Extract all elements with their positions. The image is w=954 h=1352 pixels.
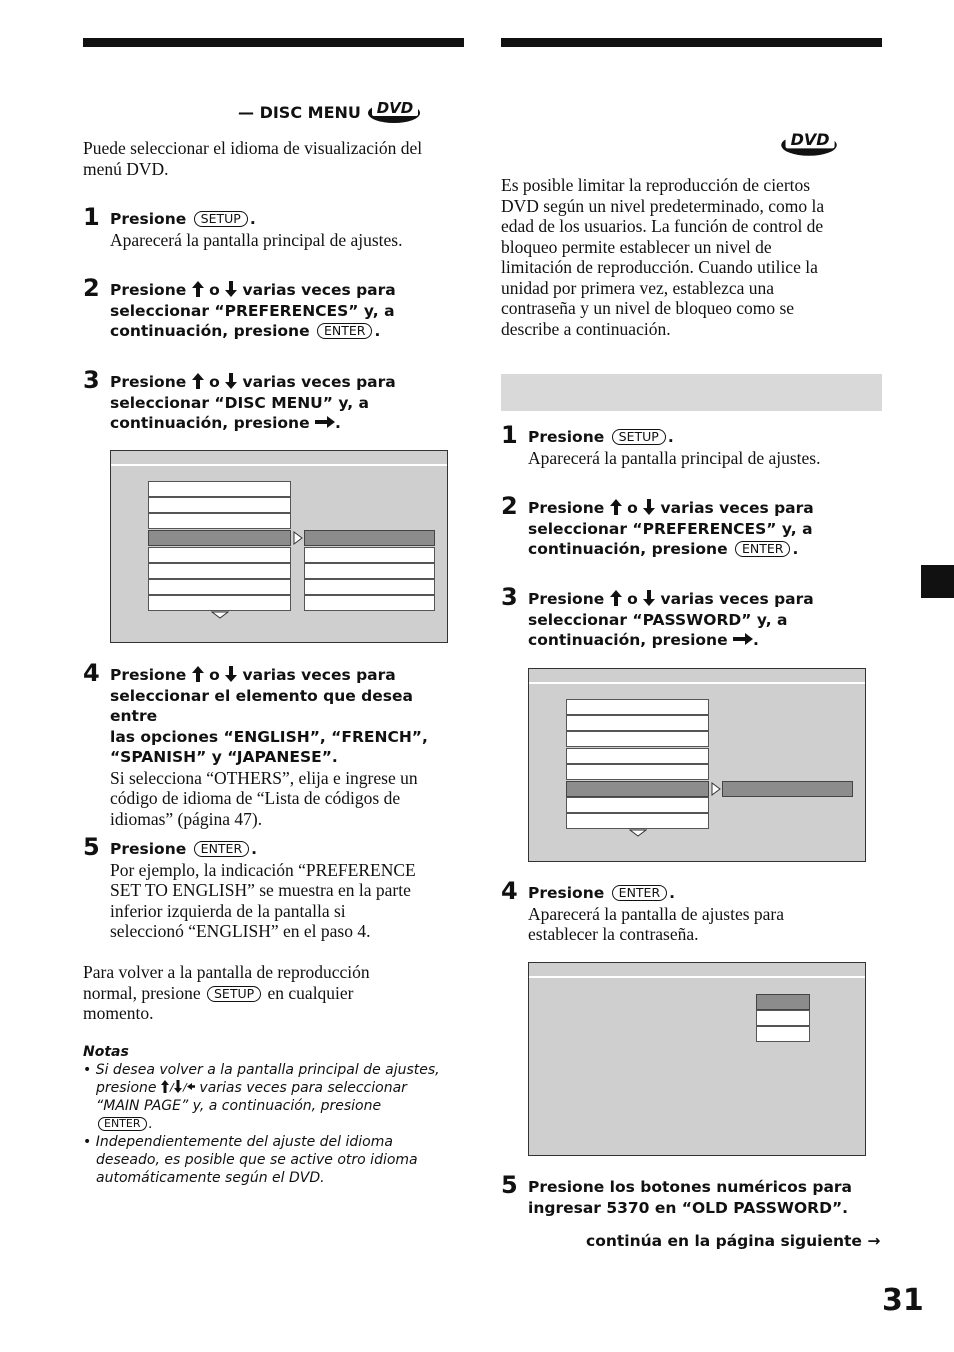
submenu-item — [304, 595, 435, 611]
setup-key: SETUP — [612, 429, 666, 445]
right-step-5: Presione los botones numéricos para ingresar 5370 en “OLD PASSWORD”. — [528, 1178, 853, 1217]
menu-item — [148, 595, 291, 611]
return-paragraph: Para volver a la pantalla de reproducción normal, presione SETUP en cualquier momento. — [83, 962, 370, 1023]
down-arrow-icon — [225, 373, 237, 389]
right-arrow-icon — [733, 633, 753, 645]
left-step-2: Presione o varias veces para seleccionar “PREFERENCES” y, a continuación, presione ENTER . — [110, 281, 396, 340]
step-number: 5 — [501, 1171, 518, 1199]
down-arrow-icon — [225, 666, 237, 682]
password-menu-screen — [528, 668, 866, 862]
up-down-left-arrows-icon — [161, 1080, 195, 1093]
menu-item-selected — [566, 781, 709, 797]
password-entry-screen — [528, 962, 866, 1156]
enter-key: ENTER — [317, 323, 372, 339]
right-step-3: Presione o varias veces para seleccionar “PASSWORD” y, a continuación, presione . — [528, 590, 814, 649]
submenu-item — [304, 547, 435, 563]
svg-text:DVD: DVD — [376, 99, 414, 117]
left-step-3: Presione o varias veces para seleccionar “DISC MENU” y, a continuación, presione . — [110, 373, 396, 432]
up-arrow-icon — [192, 373, 204, 389]
svg-text:/: / — [169, 1081, 174, 1093]
menu-item — [148, 547, 291, 563]
dvd-logo-icon — [366, 96, 422, 126]
page-number: 31 — [882, 1283, 924, 1318]
svg-text:/: / — [182, 1081, 187, 1093]
up-arrow-icon — [192, 281, 204, 297]
menu-item-selected — [148, 530, 291, 546]
right-step-1: Presione SETUP . Aparecerá la pantalla principal de ajustes. — [528, 428, 821, 468]
pointer-right-icon — [293, 531, 303, 545]
down-arrow-icon — [643, 499, 655, 515]
left-step-4: Presione o varias veces para seleccionar el elemento que desea entre las opciones “ENGLISH”, “FRENCH”, “SPANISH” y “JAPANESE”. Si selecciona “OTHERS”, elija e ingrese un código de idioma de “Lista de códigos de idiomas” (página 47). — [110, 666, 428, 829]
menu-item — [148, 579, 291, 595]
menu-item — [148, 497, 291, 513]
disc-menu-heading — [238, 96, 458, 130]
right-step-4: Presione ENTER . Aparecerá la pantalla de ajustes para establecer la contraseña. — [528, 884, 785, 944]
screen-header — [111, 451, 447, 466]
dvd-logo-icon — [779, 127, 839, 159]
password-field — [756, 1010, 810, 1026]
enter-key: ENTER — [194, 841, 249, 857]
step-number: 4 — [501, 877, 518, 905]
setup-key: SETUP — [194, 211, 248, 227]
menu-item — [566, 699, 709, 715]
step-number: 1 — [83, 203, 100, 231]
left-step-5: Presione ENTER . Por ejemplo, la indicación “PREFERENCE SET TO ENGLISH” se muestra en la parte inferior izquierda de la pantalla si seleccionó “ENGLISH” en el paso 4. — [110, 840, 416, 941]
submenu-item — [304, 563, 435, 579]
submenu-item-selected — [304, 530, 435, 546]
step-number: 4 — [83, 659, 100, 687]
menu-item — [566, 813, 709, 829]
menu-item — [148, 513, 291, 529]
screen-header — [529, 963, 865, 978]
scroll-down-icon — [211, 611, 229, 619]
enter-key: ENTER — [735, 541, 790, 557]
down-arrow-icon — [643, 590, 655, 606]
svg-text:DVD: DVD — [790, 130, 830, 150]
scroll-down-icon — [629, 829, 647, 837]
section-header-bar — [501, 374, 882, 411]
menu-item — [566, 731, 709, 747]
menu-item — [566, 715, 709, 731]
step-number: 2 — [501, 492, 518, 520]
enter-key: ENTER — [98, 1117, 147, 1131]
heading-text: — DISC MENU — [238, 103, 361, 122]
step-number: 3 — [83, 366, 100, 394]
password-field — [756, 1026, 810, 1042]
up-arrow-icon — [610, 499, 622, 515]
up-arrow-icon — [610, 590, 622, 606]
enter-key: ENTER — [612, 885, 667, 901]
menu-item — [566, 797, 709, 813]
menu-item — [566, 748, 709, 764]
menu-item — [148, 563, 291, 579]
pointer-right-icon — [711, 782, 721, 796]
notes-block: Notas • Si desea volver a la pantalla principal de ajustes, presione / / varias veces para seleccionar “MAIN PAGE” y, a continuación, presione ENTER . • Independientemente del ajuste del idioma deseado, es posible que se active otro idioma automáticamente según el DVD. — [83, 1043, 463, 1187]
continue-note: continúa en la página siguiente → — [586, 1232, 881, 1250]
up-arrow-icon — [192, 666, 204, 682]
down-arrow-icon — [225, 281, 237, 297]
right-rule — [501, 38, 882, 47]
notes-title: Notas — [83, 1044, 129, 1060]
setup-key: SETUP — [207, 986, 261, 1002]
right-arrow-icon — [315, 416, 335, 428]
disc-menu-screen — [110, 450, 448, 643]
step-number: 5 — [83, 833, 100, 861]
menu-item — [566, 764, 709, 780]
step-number: 1 — [501, 421, 518, 449]
menu-item — [148, 481, 291, 497]
screen-header — [529, 669, 865, 684]
section-tab — [921, 565, 954, 598]
right-step-2: Presione o varias veces para seleccionar “PREFERENCES” y, a continuación, presione ENTER . — [528, 499, 814, 558]
left-intro: Puede seleccionar el idioma de visualización del menú DVD. — [83, 138, 423, 179]
right-intro: Es posible limitar la reproducción de ciertos DVD según un nivel predeterminado, como la edad de los usuarios. La función de control de bloqueo permite establecer un nivel de limitación de reproducción. Cuando utilice la unidad por primera vez, establezca una contraseña y un nivel de bloqueo como se describe a continuación. — [501, 175, 825, 339]
submenu-item — [304, 579, 435, 595]
submenu-item-selected — [722, 781, 853, 797]
step-number: 2 — [83, 274, 100, 302]
step-number: 3 — [501, 583, 518, 611]
left-rule — [83, 38, 464, 47]
left-step-1: Presione SETUP . Aparecerá la pantalla principal de ajustes. — [110, 210, 403, 250]
password-field-selected — [756, 994, 810, 1010]
